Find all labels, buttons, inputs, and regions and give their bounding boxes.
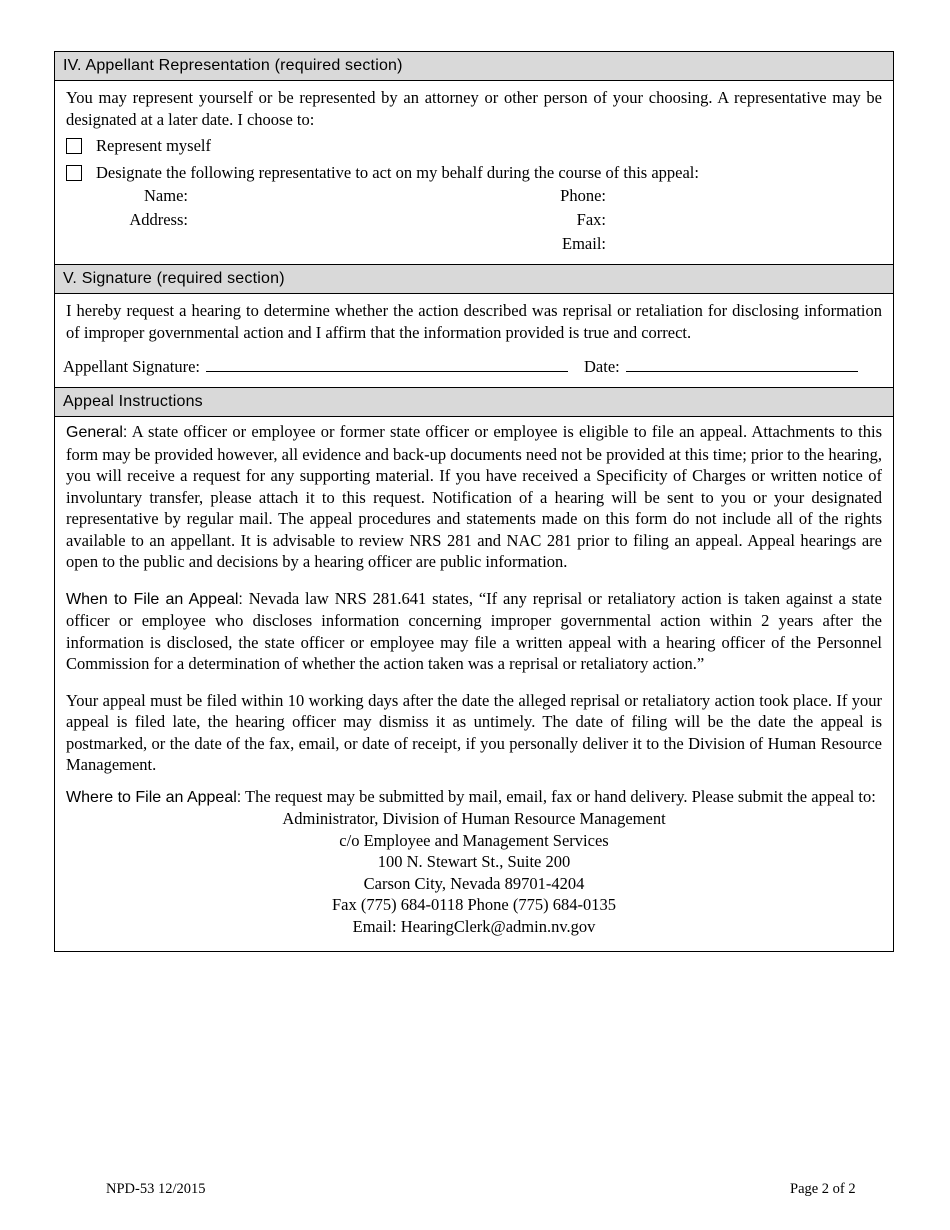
rep-name-label: Name: [144,186,188,205]
general-text: A state officer or employee or former state officer or employee is eligible to file an appeal. Attachments to this form may be provided however, all evidence and back-up documents need not be provided at this time; prior to the hearing, you will receive a request for any supporting material. If you have received a Specificity of Charges or written notice of involuntary transfer, please attach it to this request. Notification of a hearing will be sent to you or your designated representative by regular mail. The appeal procedures and statements made on this form do not include all of the rights available to an appellant. It is advisable to review NRS 281 and NAC 281 prior to filing an appeal. Appeal hearings are open to the public and decisions by a hearing officer are public information. [66,422,883,571]
where-text: The request may be submitted by mail, email, fax or hand delivery. Please submit the appeal to: [245,786,876,806]
appeal-form [54,51,894,952]
address-line: 100 N. Stewart St., Suite 200 [377,852,571,871]
deadline-paragraph: Your appeal must be filed within 10 working days after the date the alleged reprisal or retaliatory action took place. If your appeal is filed late, the hearing officer may dismiss it as untimely. The date of filing will be the date the appeal is postmarked, or the date of the fax, email, or date of receipt, if you personally deliver it to the Division of Human Resource Management. [66,690,882,774]
page-number: Page 2 of 2 [790,1181,856,1197]
general-label: General: [66,424,128,441]
rep-email-label: Email: [562,234,606,253]
form-id: NPD-53 12/2015 [106,1181,206,1197]
signature-row [63,353,882,377]
rep-address-label: Address: [129,210,188,229]
when-paragraph [66,588,882,675]
address-line: Carson City, Nevada 89701-4204 [363,873,585,893]
where-paragraph [66,786,882,809]
rep-fax-label: Fax: [576,210,606,229]
option-designate-rep[interactable] [66,159,882,186]
address-line: Administrator, Division of Human Resource Management [282,809,666,828]
section-v-body [55,294,893,388]
signature-line[interactable] [206,353,568,372]
represent-self-label: Represent myself [96,135,212,155]
option-represent-self[interactable] [66,132,882,159]
general-paragraph [66,421,882,573]
where-label: Where to File an Appeal: [66,788,242,806]
date-label: Date: [584,357,620,376]
address-line: c/o Employee and Management Services [339,830,609,850]
rep-phone-label: Phone: [560,186,606,205]
designate-rep-label: Designate the following representative to act on my behalf during the course of this appeal: [96,162,699,182]
address-line: Email: HearingClerk@admin.nv.gov [352,916,596,936]
when-text: Nevada law NRS 281.641 states, “If any reprisal or retaliatory action is taken against a state officer or employee who discloses information concerning improper governmental action within 2 years after the information is disclosed, the state officer or employee may file a written appeal with a hearing officer of the Personnel Commission for a determination of whether the action taken was a reprisal or retaliatory action.” [66,588,883,673]
represent-self-checkbox[interactable] [66,138,82,154]
date-line[interactable] [626,353,858,372]
section-iv-body [55,81,893,265]
signature-statement: I hereby request a hearing to determine whether the action described was reprisal or retaliation for disclosing information of improper governmental action and I affirm that the information provided is true and correct. [66,301,882,342]
signature-label: Appellant Signature: [63,357,201,376]
section-v-header: V. Signature (required section) [55,265,893,294]
when-label: When to File an Appeal: [66,590,243,608]
instructions-header: Appeal Instructions [55,388,893,417]
address-line: Fax (775) 684-0118 Phone (775) 684-0135 [332,895,616,914]
section-iv-header: IV. Appellant Representation (required section) [55,52,893,81]
instructions-body [55,417,893,951]
mailing-address [66,808,882,937]
representative-fields [66,186,882,258]
designate-rep-checkbox[interactable] [66,165,82,181]
representation-intro: You may represent yourself or be represented by an attorney or other person of your choosing. A representative may be designated at a later date. I choose to: [66,88,882,129]
